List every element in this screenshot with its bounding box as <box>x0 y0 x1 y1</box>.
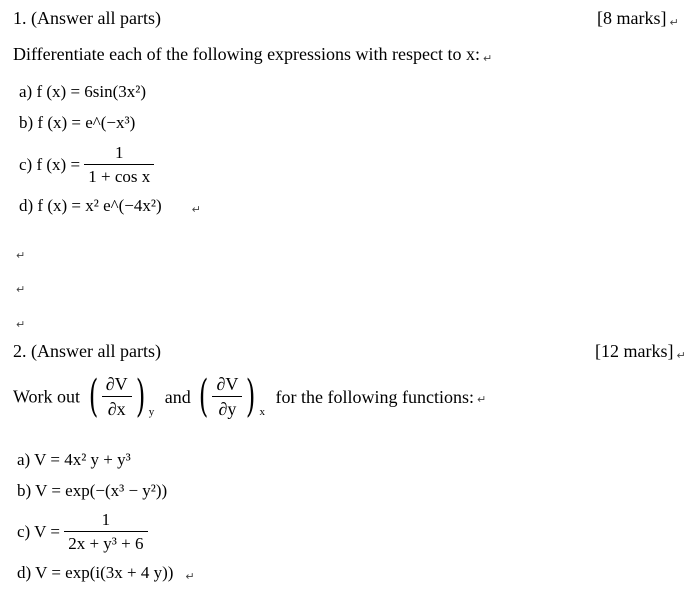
return-mark-icon: ↵ <box>191 203 201 216</box>
q2-part-b: b) V = exp(−(x³ − y²)) <box>17 481 168 500</box>
q1-marks: [8 marks] ↵ <box>597 8 679 29</box>
q2-for-functions: for the following functions: <box>275 386 475 407</box>
q2-part-c-prefix: c) V = <box>17 522 60 541</box>
q2-part-d: d) V = exp(i(3x + 4 y)) ↵ <box>17 563 195 583</box>
q1-part-c-numerator: 1 <box>115 143 124 162</box>
q1-part-c-denominator: 1 + cos x <box>84 164 154 187</box>
return-mark-icon: ↵ <box>676 349 686 362</box>
q2-and: and <box>164 386 191 407</box>
q2-work-out: Work out <box>13 386 81 407</box>
q2-part-c-numerator: 1 <box>101 510 111 529</box>
q2-marks: [12 marks] ↵ <box>595 341 686 362</box>
return-mark-icon: ↵ <box>669 16 679 29</box>
return-mark-icon: ↵ <box>16 318 26 331</box>
q2-part-c <box>17 510 148 554</box>
partial-v-y: $\frac{\partial V}{\partial y}$ <box>212 374 242 420</box>
q1-part-d: d) f (x) = x² e^(−4x²) ↵ <box>19 196 201 216</box>
q2-part-c-denominator: 2x + y³ + 6 <box>64 531 147 554</box>
partial-v-x: $\frac{\partial V}{\partial x}$ <box>102 374 132 420</box>
q2-part-c-fraction <box>64 510 147 554</box>
q1-instruction: Differentiate each of the following expressions with respect to x: ↵ <box>13 44 493 65</box>
q2-part-a: a) V = 4x² y + y³ <box>17 450 131 469</box>
return-mark-icon: ↵ <box>477 393 487 407</box>
q1-part-c-prefix: c) f (x) = <box>19 155 81 174</box>
q1-part-c-fraction <box>84 143 154 187</box>
q1-part-a: a) f (x) = 6sin(3x²) <box>19 82 147 101</box>
q1-part-b: b) f (x) = e^(−x³) <box>19 113 136 132</box>
q2-instruction: Work out ( $\frac{\partial V}{\partial x}$ ) $_y$ and ( $\frac{\partial V}{\partial y}$ ) $_x$ for the following functions: ↵ <box>13 371 487 422</box>
return-mark-icon: ↵ <box>16 283 26 296</box>
q2-heading: 2. (Answer all parts) <box>13 341 161 361</box>
q1-part-c <box>19 143 154 187</box>
return-mark-icon: ↵ <box>483 52 493 65</box>
q1-heading: 1. (Answer all parts) <box>13 8 161 28</box>
return-mark-icon: ↵ <box>16 249 26 262</box>
return-mark-icon: ↵ <box>185 570 195 583</box>
